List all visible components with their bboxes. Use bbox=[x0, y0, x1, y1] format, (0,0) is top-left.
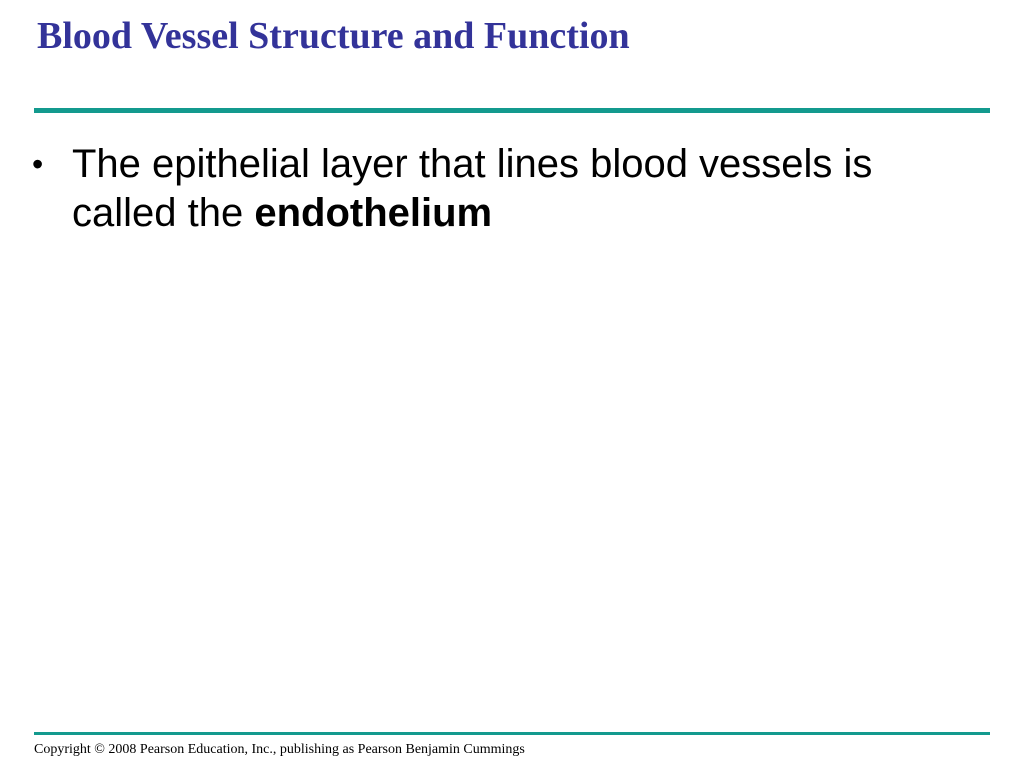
title-divider bbox=[34, 108, 990, 113]
bullet-text: The epithelial layer that lines blood vessels is called the bbox=[72, 142, 873, 235]
footer-divider bbox=[34, 732, 990, 735]
bullet-list bbox=[30, 140, 980, 238]
slide-title: Blood Vessel Structure and Function bbox=[37, 15, 630, 57]
bullet-item bbox=[30, 140, 980, 238]
copyright-footer: Copyright © 2008 Pearson Education, Inc., publishing as Pearson Benjamin Cummings bbox=[34, 742, 525, 757]
bullet-marker: • bbox=[32, 146, 44, 182]
bullet-keyword: endothelium bbox=[254, 191, 493, 235]
